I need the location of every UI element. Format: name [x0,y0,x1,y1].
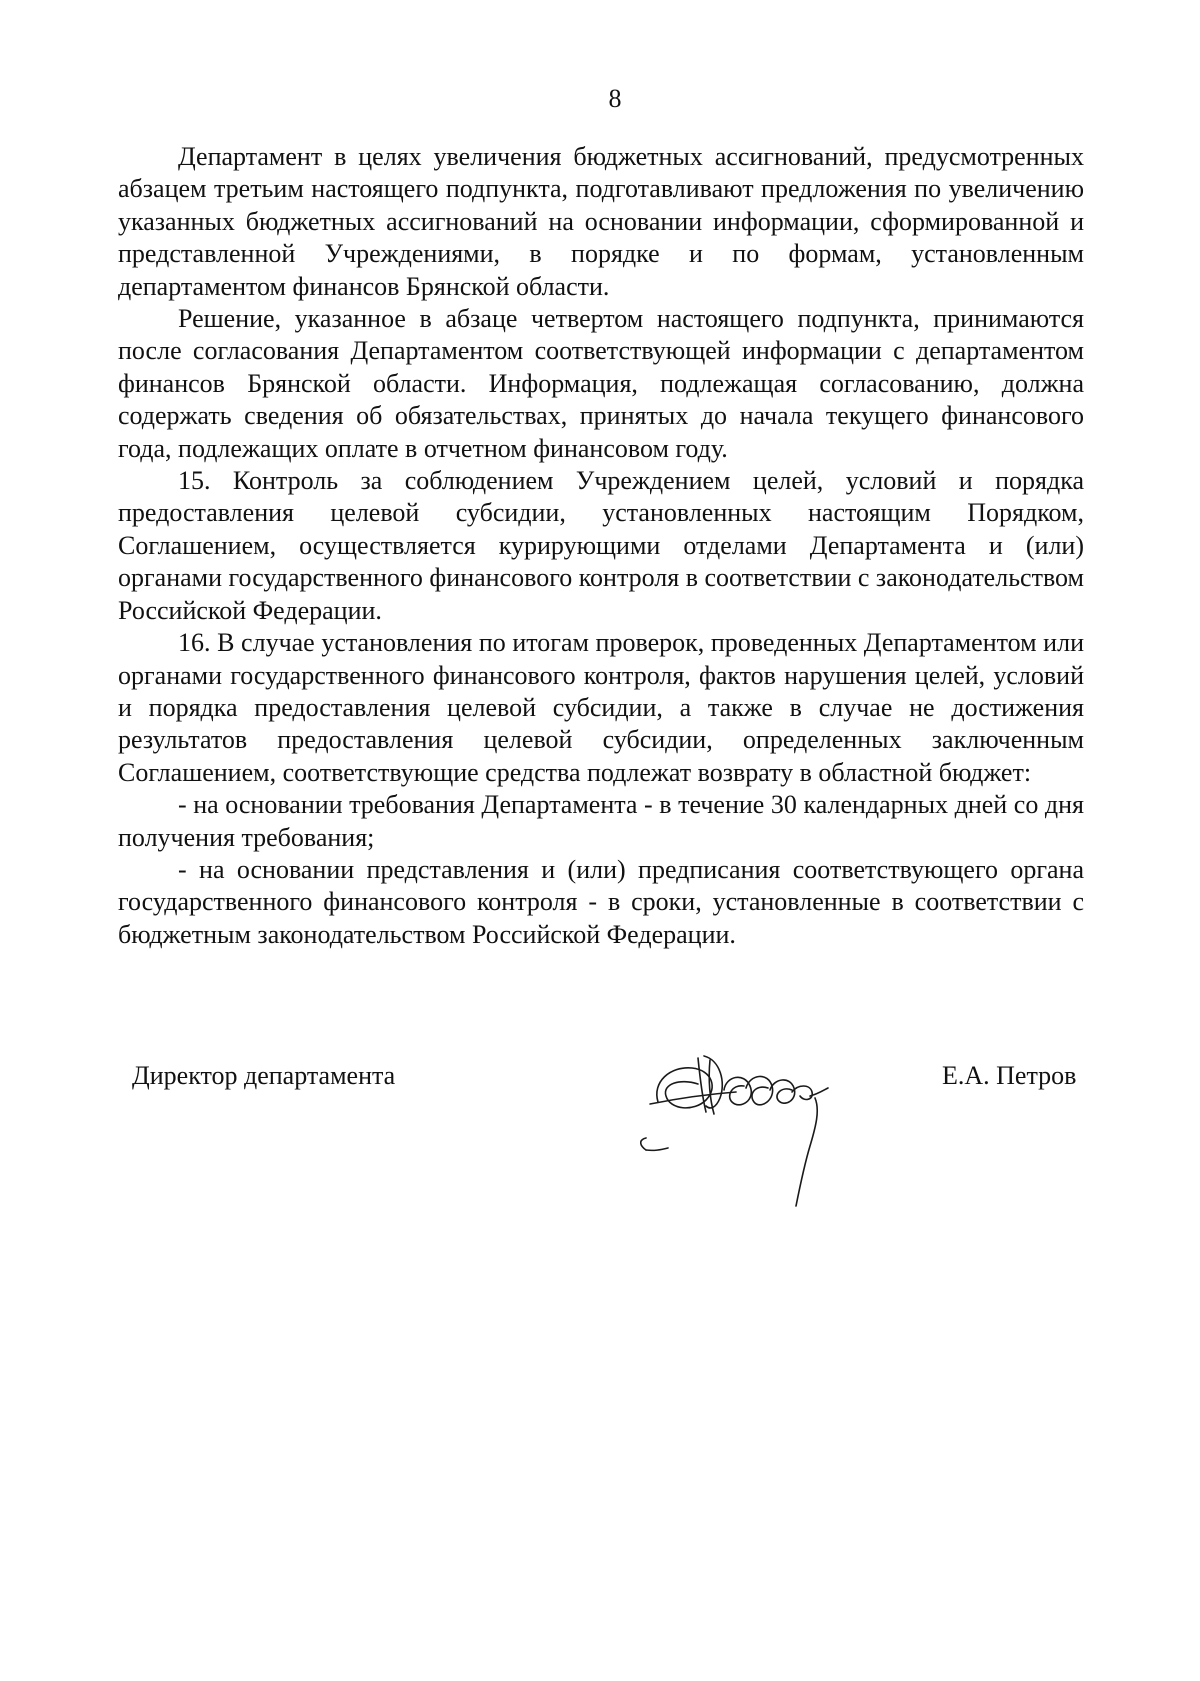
handwritten-signature [640,1030,920,1230]
paragraph-item-16-violations: 16. В случае установления по итогам проверок, проведенных Департаментом или органами государственного финансового контроля, фактов нарушения целей, условий и порядка предоставления целевой субсидии, а также в случае не достижения результатов предоставления целевой субсидии, определенных заключенным Соглашением, соответствующие средства подлежат возврату в областной бюджет: [118,628,1084,787]
paragraph-budget-increase: Департамент в целях увеличения бюджетных ассигнований, предусмотренных абзацем третьим настоящего подпункта, подготавливают предложения по увеличению указанных бюджетных ассигнований на основании информации, сформированной и представленной Учреждениями, в порядке и по формам, установленным департаментом финансов Брянской области. [118,142,1084,301]
paragraph-return-on-prescription: - на основании представления и (или) предписания соответствующего органа государственного финансового контроля - в сроки, установленные в соответствии с бюджетным законодательством Российской Федерации. [118,854,1084,949]
signer-position: Директор департамента [132,1061,396,1090]
signature-block [0,1060,1200,1260]
paragraph-decision-approval: Решение, указанное в абзаце четвертом настоящего подпункта, принимаются после согласования Департаментом соответствующей информации с департаментом финансов Брянской области. Информация, подлежащая согласованию, должна содержать сведения об обязательствах, принятых до начала текущего финансового года, подлежащих оплате в отчетном финансовом году. [118,304,1084,463]
signer-name: Е.А. Петров [942,1061,1077,1090]
paragraph-return-on-requirement: - на основании требования Департамента - в течение 30 календарных дней со дня получения требования; [118,790,1084,852]
document-body [118,141,1084,951]
paragraph-item-15-control: 15. Контроль за соблюдением Учреждением целей, условий и порядка предоставления целевой субсидии, установленных настоящим Порядком, Соглашением, осуществляется курирующими отделами Департамента и (или) органами государственного финансового контроля в соответствии с законодательством Российской Федерации. [118,466,1085,625]
page-number: 8 [608,84,622,113]
